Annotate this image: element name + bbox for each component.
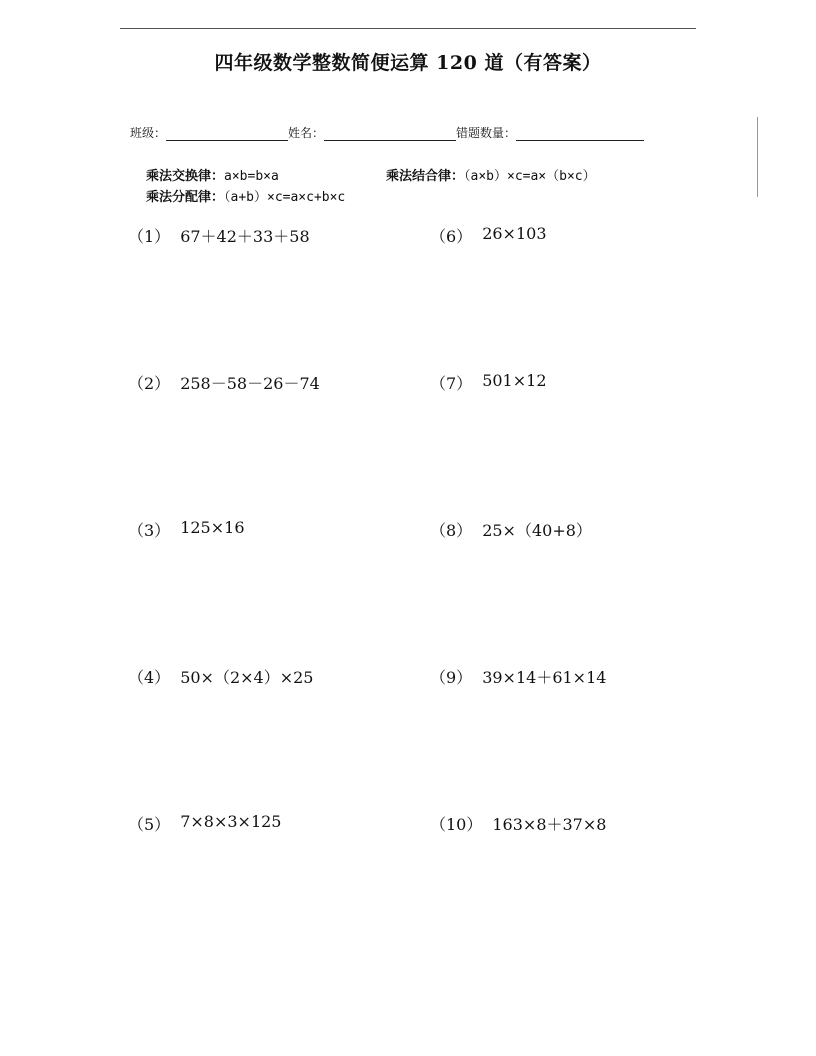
problem-expression: 258－58－26－74: [180, 374, 320, 393]
problem-expression: 163×8＋37×8: [492, 815, 607, 834]
problem-item: [430, 224, 547, 247]
class-label: 班级：: [130, 126, 167, 140]
problem-item: [430, 371, 547, 394]
problem-number: （8）: [430, 521, 473, 540]
problem-number: （4）: [128, 668, 171, 687]
commutative-law-formula: a×b=b×a: [224, 169, 279, 184]
margin-rule: [757, 117, 758, 197]
name-blank: [324, 128, 456, 141]
commutative-law-label: 乘法交换律：: [146, 169, 225, 184]
problem-item: [128, 224, 310, 247]
problem-number: （3）: [128, 521, 171, 540]
header-rule: [120, 28, 696, 29]
problem-expression: 67＋42＋33＋58: [180, 227, 310, 246]
distributive-law-formula: （a+b）×c=a×c+b×c: [224, 190, 346, 205]
problem-expression: 26×103: [482, 224, 547, 243]
problem-item: [128, 371, 320, 394]
problem-number: （10）: [430, 815, 483, 834]
problem-item: [430, 518, 592, 541]
class-blank: [166, 128, 288, 141]
problem-item: [430, 812, 606, 835]
associative-law-label: 乘法结合律：: [386, 169, 465, 184]
associative-law-formula: （a×b）×c=a×（b×c）: [464, 169, 596, 184]
problem-number: （7）: [430, 374, 473, 393]
problem-item: [128, 665, 314, 688]
problem-expression: 125×16: [180, 518, 245, 537]
problem-number: （5）: [128, 815, 171, 834]
problem-number: （9）: [430, 668, 473, 687]
problem-expression: 7×8×3×125: [180, 812, 282, 831]
problem-item: [430, 665, 606, 688]
problem-item: [128, 518, 245, 541]
problem-number: （6）: [430, 227, 473, 246]
errors-label: 错题数量：: [456, 126, 517, 140]
problem-expression: 501×12: [482, 371, 547, 390]
student-info-fields: [130, 124, 644, 141]
errors-blank: [516, 128, 644, 141]
name-label: 姓名：: [288, 126, 325, 140]
problem-number: （2）: [128, 374, 171, 393]
associative-law: [386, 165, 596, 184]
distributive-law: [146, 186, 345, 205]
problem-number: （1）: [128, 227, 171, 246]
problem-expression: 25×（40+8）: [482, 521, 592, 540]
problem-expression: 39×14＋61×14: [482, 668, 607, 687]
problem-item: [128, 812, 281, 835]
problem-expression: 50×（2×4）×25: [180, 668, 314, 687]
distributive-law-label: 乘法分配律：: [146, 190, 225, 205]
commutative-law: [146, 165, 279, 184]
page-title: 四年级数学整数简便运算 120 道（有答案）: [214, 52, 602, 74]
